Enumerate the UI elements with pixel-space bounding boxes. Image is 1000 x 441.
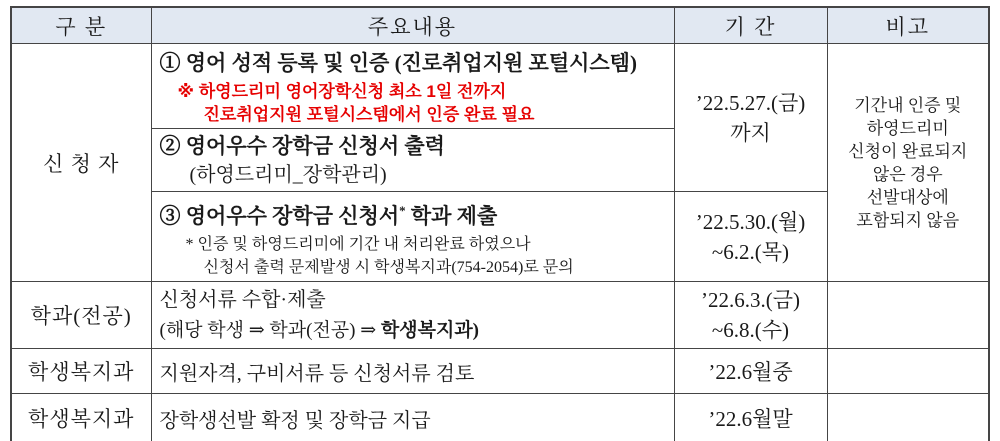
scholarship-schedule-table	[10, 6, 990, 441]
dept-period-cell	[674, 282, 827, 349]
header-period: 기 간	[674, 7, 827, 44]
header-category: 구 분	[11, 7, 151, 44]
step3-title-pre: ③ 영어우수 장학금 신청서	[159, 204, 400, 228]
dept-row	[11, 282, 989, 349]
welfare-payment-row	[11, 394, 989, 441]
header-remark: 비고	[827, 7, 989, 44]
welfare2-content-cell: 장학생선발 확정 및 장학금 지급	[151, 394, 674, 441]
remark-line: 기간내 인증 및	[854, 95, 962, 115]
period-line1: ’22.6.3.(금)	[700, 288, 800, 312]
welfare1-category-cell: 학생복지과	[11, 349, 151, 394]
dept-content-cell	[151, 282, 674, 349]
period-line2: 까지	[730, 120, 771, 145]
remark-line: 포함되지 않음	[856, 210, 960, 230]
step3-content-cell	[151, 192, 674, 282]
remark-line: 신청이 완료되지	[848, 141, 968, 161]
step3-title	[160, 194, 670, 233]
step2-subtitle: (하영드리미_장학관리)	[189, 164, 387, 186]
step2-title: ② 영어우수 장학금 신청서 출력	[159, 134, 445, 158]
red-note-line2: 진로취업지원 포털시스템에서 인증 완료 필요	[203, 105, 535, 124]
welfare-review-row	[11, 349, 989, 394]
step1-content-cell	[151, 44, 674, 129]
dept-line2-bold: 학생복지과)	[380, 319, 480, 341]
welfare1-remark-cell-empty	[827, 349, 989, 394]
welfare1-content-cell: 지원자격, 구비서류 등 신청서류 검토	[151, 349, 674, 394]
welfare1-period-cell: ’22.6월중	[674, 349, 827, 394]
period-line2: ~6.2.(목)	[711, 239, 790, 264]
period-line1: ’22.5.27.(금)	[695, 90, 806, 115]
header-main-content: 주요내용	[151, 7, 674, 44]
remark-line: 하영드리미	[866, 118, 949, 138]
period-line2: ~6.8.(수)	[711, 318, 790, 342]
remark-line: 선발대상에	[866, 187, 949, 207]
dept-content-line2	[160, 316, 670, 346]
dept-line2-pre: (해당 학생 ⇒ 학과(전공) ⇒	[159, 319, 381, 341]
dept-category-cell: 학과(전공)	[11, 282, 151, 349]
remark-line: 않은 경우	[872, 164, 943, 184]
step3-footnote	[160, 233, 670, 279]
welfare2-category-cell: 학생복지과	[11, 394, 151, 441]
applicant-step1-row	[11, 44, 989, 129]
period-line1: ’22.5.30.(월)	[695, 209, 806, 234]
step3-title-post: 학과 제출	[405, 204, 498, 228]
footnote-line1: * 인증 및 하영드리미에 기간 내 처리완료 하였으나	[185, 236, 531, 253]
footnote-line2: 신청서 출력 문제발생 시 학생복지과(754-2054)로 문의	[203, 259, 574, 276]
welfare2-period-cell: ’22.6월말	[674, 394, 827, 441]
red-note-line1: ※ 하영드리미 영어장학신청 최소 1일 전까지	[177, 82, 507, 101]
applicant-remark-cell	[827, 44, 989, 282]
period-step-3-cell	[674, 192, 827, 282]
dept-remark-cell-empty	[827, 282, 989, 349]
step2-content-cell	[151, 129, 674, 192]
period-steps-1-2-cell	[674, 44, 827, 192]
step1-title: ① 영어 성적 등록 및 인증 (진로취업지원 포털시스템)	[159, 51, 637, 75]
header-row	[11, 7, 989, 44]
applicant-category-cell: 신 청 자	[11, 44, 151, 282]
step1-red-warning-note	[160, 80, 670, 126]
welfare2-remark-cell-empty	[827, 394, 989, 441]
step3-title-asterisk: *	[399, 203, 406, 218]
dept-content-line1: 신청서류 수합·제출	[159, 288, 326, 311]
